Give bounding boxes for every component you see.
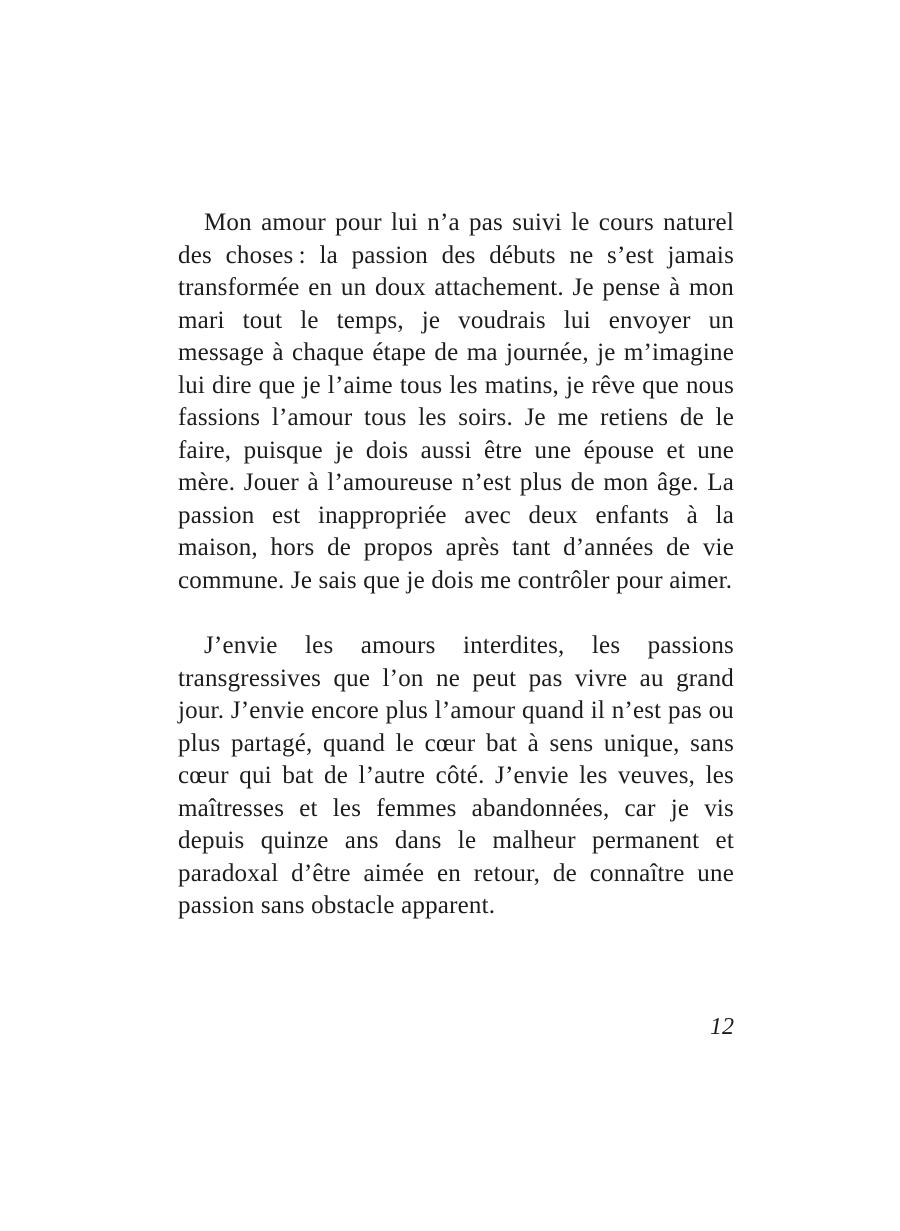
page-number: 12 xyxy=(710,1014,734,1040)
paragraph-2: J’envie les amours interdites, les passions transgressives que l’on ne peut pas vivre au grand jour. J’envie encore plus l’amour quand il n’est pas ou plus partagé, quand le cœur bat à sens unique, sans cœur qui bat de l’autre côté. J’envie les veuves, les maîtresses et les femmes abandonnées, car je vis depuis quinze ans dans le malheur permanent et paradoxal d’être aimée en retour, de connaître une passion sans obstacle apparent. xyxy=(178,632,734,919)
page-body-text xyxy=(178,207,734,923)
paragraph-1: Mon amour pour lui n’a pas suivi le cours naturel des choses : la passion des débuts ne s’est jamais transformée en un doux attachement. Je pense à mon mari tout le temps, je voudrais lui envoyer un message à chaque étape de ma journée, je m’imagine lui dire que je l’aime tous les matins, je rêve que nous fassions l’amour tous les soirs. Je me retiens de le faire, puisque je dois aussi être une épouse et une mère. Jouer à l’amoureuse n’est plus de mon âge. La passion est inappropriée avec deux enfants à la maison, hors de propos après tant d’années de vie commune. Je sais que je dois me contrôler pour aimer. xyxy=(178,209,734,594)
